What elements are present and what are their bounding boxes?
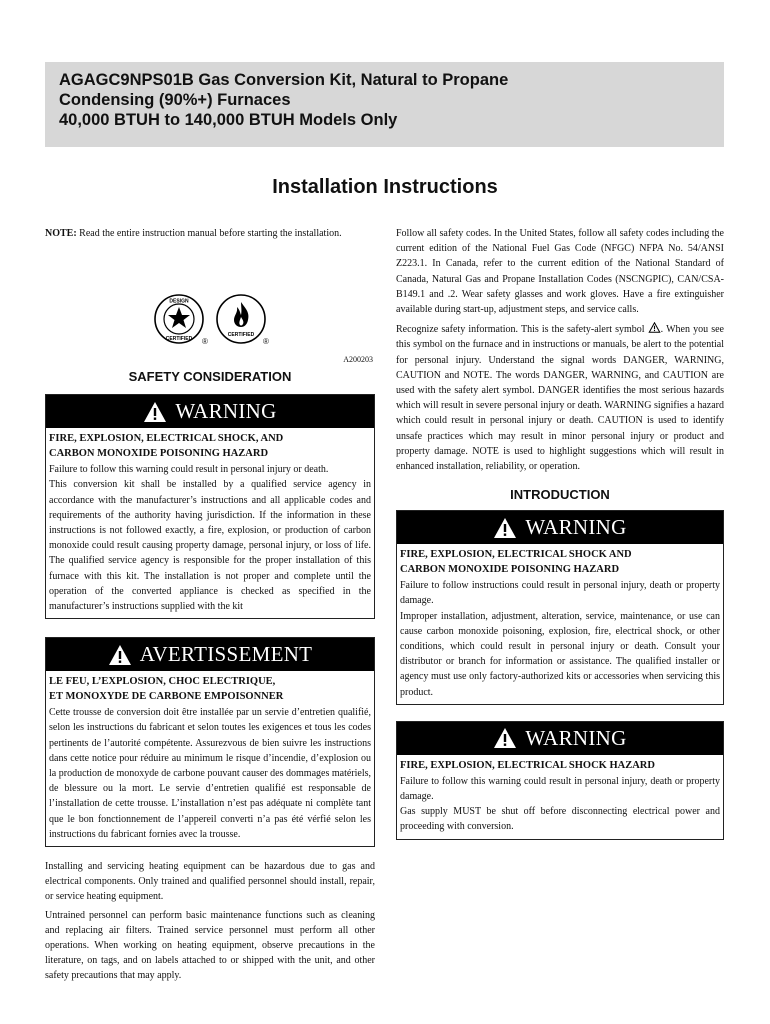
avertissement-hazard-title — [49, 674, 371, 704]
warning-box-introduction — [396, 510, 724, 705]
hazard-line-1: FIRE, EXPLOSION, ELECTRICAL SHOCK AND — [400, 549, 632, 561]
warning-text-1: Failure to follow instructions could result in personal injury, death or property damage. — [400, 580, 720, 607]
safety-consideration-heading: SAFETY CONSIDERATION — [128, 369, 292, 385]
svg-text:CERTIFIED: CERTIFIED — [227, 332, 255, 339]
warning-box-safety — [45, 394, 375, 619]
warning-triangle-icon — [493, 727, 517, 749]
warning-label: WARNING — [525, 725, 627, 750]
hazard-line-2: ET MONOXYDE DE CARBONE EMPOISONNER — [49, 691, 284, 703]
certification-logos — [45, 241, 375, 365]
introduction-heading: INTRODUCTION — [510, 487, 610, 503]
warning-box-electrical — [396, 721, 724, 840]
warning-hazard-title: FIRE, EXPLOSION, ELECTRICAL SHOCK HAZARD — [400, 759, 655, 771]
banner-line-1: AGAGC9NPS01B Gas Conversion Kit, Natural to Propane — [59, 71, 509, 89]
avertissement-text: Cette trousse de conversion doit être installée par un servie d’entretien qualifié, selon les instructions du fabricant et selon toutes les exigences et tous les codes pertinents de l’autorité compétente. Assurezvous de bien suivre les instructions dans cette notice pour réduire au minimum le risque d’incendie, d’explosion ou la production de monoxyde de carbone pouvant causer des dommages matériels, de blessure ou la mort. Le servie d’entretien qualifié est responsable de l’installation de cette trousse. L’installation n’est pas adéquate ni complète tant que le bon fonctionnement de l’appereil converti n’a pas été vérfié selon les instructions du fabricant fornies avec la trousse. — [49, 707, 371, 840]
hazard-line-1: LE FEU, L’EXPLOSION, CHOC ELECTRIQUE, — [49, 676, 276, 688]
warning-text-2: Gas supply MUST be shut off before disconnecting electrical power and proceeding with conversion. — [400, 806, 720, 833]
hazard-line-2: CARBON MONOXIDE POISONING HAZARD — [400, 564, 620, 576]
flame-certified-logo-icon — [215, 293, 267, 345]
warning-text-1: Failure to follow this warning could result in personal injury, death or property damage. — [400, 775, 720, 803]
warning-triangle-icon — [493, 517, 517, 539]
recognize-text-a: Recognize safety information. This is the safety-alert symbol — [396, 324, 648, 336]
recognize-safety-paragraph — [396, 322, 724, 474]
avertissement-box — [45, 637, 375, 847]
svg-text:DESIGN: DESIGN — [169, 298, 189, 305]
warning-hazard-title — [400, 547, 720, 577]
warning-triangle-icon — [143, 401, 167, 423]
note-paragraph — [45, 226, 375, 241]
design-certified-logo-icon — [153, 293, 205, 345]
warning-header — [397, 511, 723, 544]
figure-code: A200203 — [343, 355, 373, 365]
warning-text-2: This conversion kit shall be installed by a qualified service agency in accordance with the manufacturer’s instructions and all applicable codes and requirements of the authority having jurisdiction. If the information in these instructions is not followed exactly, a fire, explosion, or production of carbon monoxide could result causing property damage, personal injury, or loss of life. The qualified service agency is responsible for the proper installation of this furnace with this kit. The installation is not proper and complete until the operation of the converted appliance is checked as specified in the manufacturer’s instructions supplied with the kit — [49, 479, 371, 613]
installing-paragraph: Installing and servicing heating equipment can be hazardous due to gas and electrical components. Only trained and qualified personnel should install, repair, or service heating equipment. — [45, 861, 375, 903]
page-title: Installation Instructions — [272, 176, 498, 198]
svg-text:CERTIFIED: CERTIFIED — [165, 336, 193, 343]
avertissement-label: AVERTISSEMENT — [139, 642, 313, 667]
note-label: NOTE: — [45, 228, 77, 239]
right-column — [396, 226, 724, 840]
warning-label: WARNING — [175, 399, 277, 424]
safety-codes-paragraph: Follow all safety codes. In the United States, follow all safety codes including the current edition of the National Fuel Gas Code (NFGC) NFPA No. 54/ANSI Z223.1. In Canada, refer to the current edition of the National Standard of Canada, Natural Gas and Propane Installation Codes (NSCNGPIC), CAN/CSA-B149.1 and .2. Wear safety glasses and work gloves. Have a fire extinguisher available during start-up, adjustment steps, and service calls. — [396, 228, 724, 316]
registered-mark-2: ® — [263, 337, 269, 347]
warning-triangle-icon — [108, 644, 132, 666]
warning-header — [397, 722, 723, 755]
warning-hazard-title — [49, 431, 371, 461]
registered-mark-1: ® — [202, 337, 208, 347]
title-banner — [45, 62, 724, 147]
hazard-line-2: CARBON MONOXIDE POISONING HAZARD — [49, 448, 269, 460]
recognize-text-b: . When you see this symbol on the furnace and in instructions or manuals, be alert to the potential for personal injury. Understand the signal words DANGER, WARNING, CAUTION and NOTE. The words DANGER, WARNING, and CAUTION are used with the safety alert symbol. DANGER identifies the most serious hazards which will result in severe personal injury or death. WARNING signifies a hazard which could result in personal injury or death. CAUTION is used to identify unsafe practices which may result in minor personal injury or product and property damage. NOTE is used to highlight suggestions which will result in enhanced installation, reliability, or operation. — [396, 324, 724, 473]
warning-header — [46, 395, 374, 428]
untrained-paragraph: Untrained personnel can perform basic maintenance functions such as cleaning and replacing air filters. Trained service personnel must perform all other operations. When working on heating equipment, observe precautions in the literature, on tags, and on labels attached to or shipped with the unit, and other safety precautions that may apply. — [45, 909, 375, 982]
warning-label: WARNING — [525, 515, 627, 540]
banner-line-2: Condensing (90%+) Furnaces — [59, 91, 291, 109]
hazard-line-1: FIRE, EXPLOSION, ELECTRICAL SHOCK, AND — [49, 433, 284, 445]
safety-alert-symbol-icon — [648, 322, 661, 333]
left-column — [45, 226, 375, 984]
warning-text-2: Improper installation, adjustment, alteration, service, maintenance, or use can cause carbon monoxide poisoning, explosion, fire, electrical shock, or other conditions, which could result in personal injury or death. Consult your distributor or branch for information or assistance. The qualified installer or agency must use only factory-authorized kits or accessories when servicing this product. — [400, 610, 720, 698]
avertissement-header — [46, 638, 374, 671]
warning-text-1: Failure to follow this warning could result in personal injury or death. — [49, 464, 329, 476]
banner-line-3: 40,000 BTUH to 140,000 BTUH Models Only — [59, 111, 398, 129]
note-text: Read the entire instruction manual before starting the installation. — [76, 228, 342, 239]
